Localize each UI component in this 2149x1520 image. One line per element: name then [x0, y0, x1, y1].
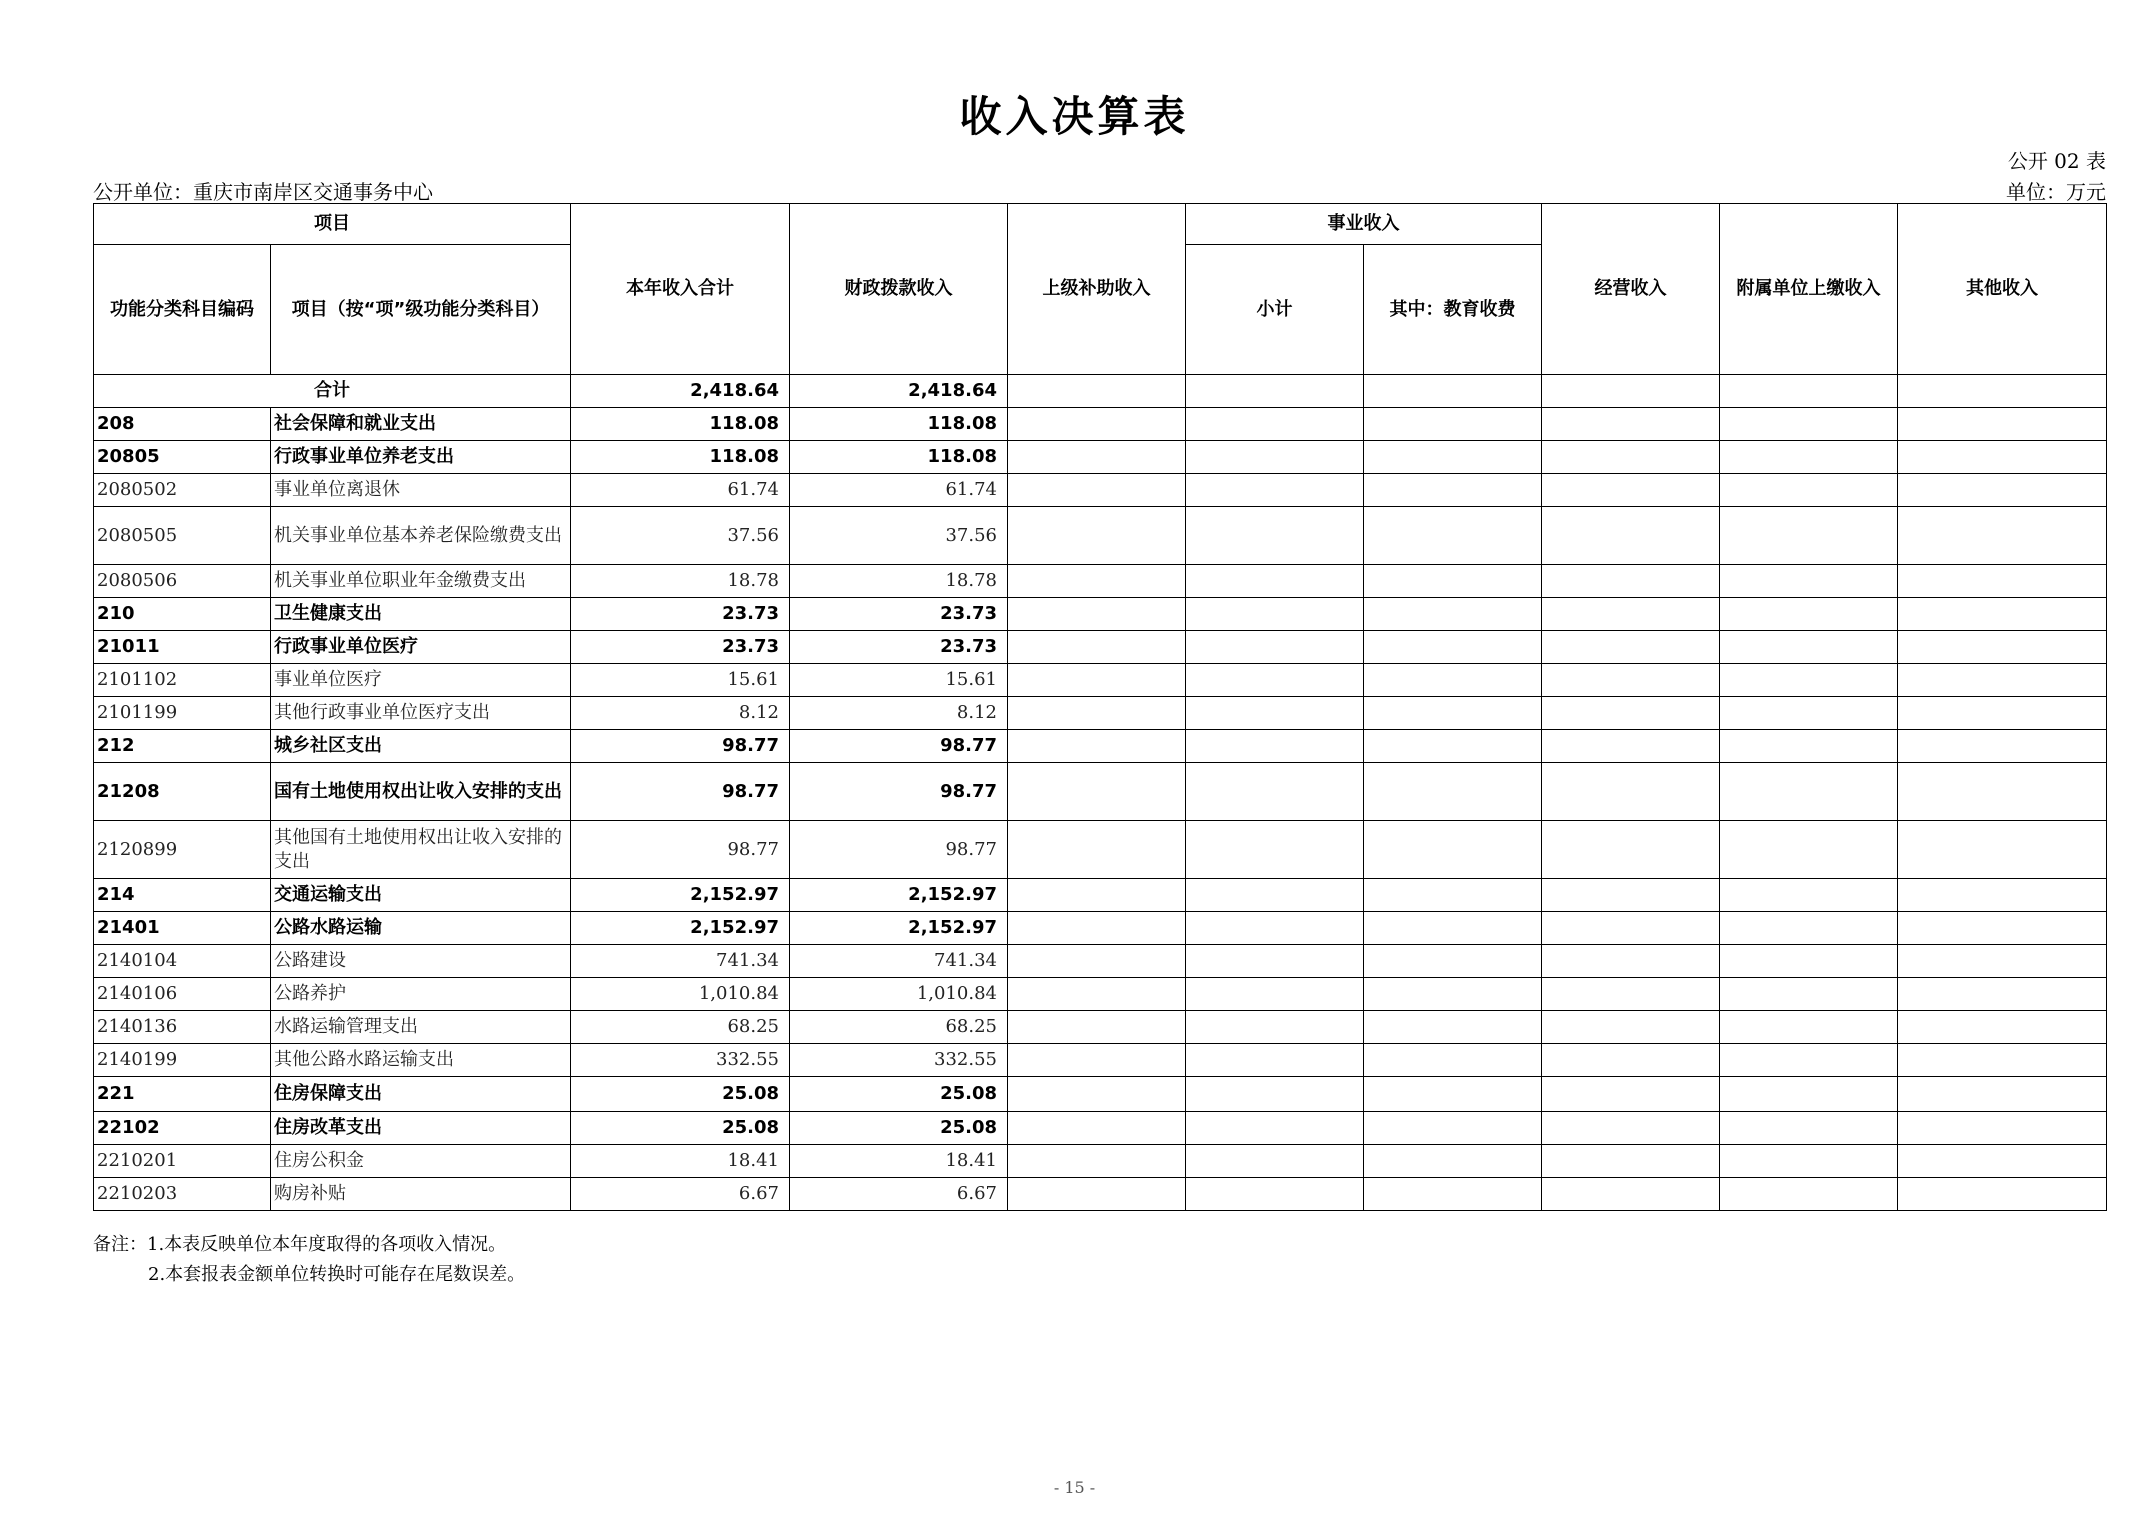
empty-cell	[1542, 1178, 1720, 1211]
row-fiscal: 332.55	[790, 1044, 1008, 1077]
row-name: 住房改革支出	[271, 1112, 571, 1145]
row-name: 交通运输支出	[271, 879, 571, 912]
empty-cell	[1542, 664, 1720, 697]
row-total: 118.08	[571, 408, 790, 441]
row-total: 8.12	[571, 697, 790, 730]
empty-cell	[1720, 441, 1898, 474]
empty-cell	[1008, 664, 1186, 697]
empty-cell	[1542, 697, 1720, 730]
table-row	[94, 763, 2107, 821]
empty-cell	[1720, 1112, 1898, 1145]
empty-cell	[1364, 1011, 1542, 1044]
row-fiscal: 25.08	[790, 1112, 1008, 1145]
row-fiscal: 98.77	[790, 730, 1008, 763]
empty-cell	[1898, 763, 2107, 821]
form-number: 公开 02 表	[2007, 149, 2106, 173]
row-code: 21011	[94, 631, 271, 664]
table-row	[94, 565, 2107, 598]
empty-cell	[1186, 697, 1364, 730]
empty-cell	[1720, 631, 1898, 664]
row-name: 水路运输管理支出	[271, 1011, 571, 1044]
empty-cell	[1542, 945, 1720, 978]
row-fiscal: 98.77	[790, 821, 1008, 879]
empty-cell	[1720, 408, 1898, 441]
table-row	[94, 631, 2107, 664]
table-row	[94, 821, 2107, 879]
empty-cell	[1898, 565, 2107, 598]
empty-cell	[1364, 730, 1542, 763]
row-name: 行政事业单位医疗	[271, 631, 571, 664]
row-name: 社会保障和就业支出	[271, 408, 571, 441]
empty-cell	[1008, 1178, 1186, 1211]
empty-cell	[1186, 1044, 1364, 1077]
row-total: 98.77	[571, 730, 790, 763]
row-fiscal: 18.41	[790, 1145, 1008, 1178]
header-other: 其他收入	[1898, 204, 2107, 375]
empty-cell	[1008, 474, 1186, 507]
total-label: 合计	[94, 375, 571, 408]
empty-cell	[1898, 697, 2107, 730]
empty-cell	[1898, 474, 2107, 507]
empty-cell	[1008, 697, 1186, 730]
table-row	[94, 912, 2107, 945]
table-row	[94, 1011, 2107, 1044]
header-operating: 经营收入	[1542, 204, 1720, 375]
header-subtotal: 小计	[1186, 245, 1364, 375]
empty-cell	[1720, 821, 1898, 879]
empty-cell	[1898, 879, 2107, 912]
empty-cell	[1720, 598, 1898, 631]
row-fiscal: 2,152.97	[790, 879, 1008, 912]
table-row	[94, 441, 2107, 474]
empty-cell	[1364, 408, 1542, 441]
empty-cell	[1008, 1112, 1186, 1145]
empty-cell	[1720, 697, 1898, 730]
empty-cell	[1542, 441, 1720, 474]
empty-cell	[1542, 1077, 1720, 1112]
empty-cell	[1720, 763, 1898, 821]
row-code: 2210201	[94, 1145, 271, 1178]
empty-cell	[1898, 1145, 2107, 1178]
empty-cell	[1364, 598, 1542, 631]
empty-cell	[1542, 408, 1720, 441]
row-fiscal: 8.12	[790, 697, 1008, 730]
empty-cell	[1186, 565, 1364, 598]
header-fiscal: 财政拨款收入	[790, 204, 1008, 375]
row-code: 2140106	[94, 978, 271, 1011]
empty-cell	[1186, 664, 1364, 697]
empty-cell	[1008, 1044, 1186, 1077]
empty-cell	[1542, 375, 1720, 408]
empty-cell	[1364, 507, 1542, 565]
row-name: 公路水路运输	[271, 912, 571, 945]
empty-cell	[1898, 507, 2107, 565]
empty-cell	[1364, 945, 1542, 978]
empty-cell	[1542, 879, 1720, 912]
row-total: 18.41	[571, 1145, 790, 1178]
table-body	[94, 375, 2107, 1211]
empty-cell	[1542, 1044, 1720, 1077]
empty-cell	[1364, 1044, 1542, 1077]
header-education: 其中：教育收费	[1364, 245, 1542, 375]
row-code: 214	[94, 879, 271, 912]
empty-cell	[1542, 598, 1720, 631]
empty-cell	[1186, 631, 1364, 664]
row-code: 221	[94, 1077, 271, 1112]
empty-cell	[1186, 598, 1364, 631]
empty-cell	[1898, 1178, 2107, 1211]
empty-cell	[1720, 879, 1898, 912]
empty-cell	[1008, 945, 1186, 978]
row-total: 98.77	[571, 821, 790, 879]
empty-cell	[1898, 730, 2107, 763]
empty-cell	[1186, 879, 1364, 912]
row-name: 其他公路水路运输支出	[271, 1044, 571, 1077]
empty-cell	[1186, 1112, 1364, 1145]
row-name: 城乡社区支出	[271, 730, 571, 763]
row-fiscal: 37.56	[790, 507, 1008, 565]
row-code: 2080505	[94, 507, 271, 565]
row-name: 事业单位医疗	[271, 664, 571, 697]
empty-cell	[1008, 441, 1186, 474]
row-name: 卫生健康支出	[271, 598, 571, 631]
empty-cell	[1898, 1077, 2107, 1112]
empty-cell	[1364, 978, 1542, 1011]
empty-cell	[1364, 441, 1542, 474]
empty-cell	[1186, 507, 1364, 565]
empty-cell	[1542, 474, 1720, 507]
table-row	[94, 978, 2107, 1011]
empty-cell	[1008, 408, 1186, 441]
table-header	[94, 204, 2107, 375]
empty-cell	[1008, 1077, 1186, 1112]
empty-cell	[1186, 474, 1364, 507]
empty-cell	[1186, 912, 1364, 945]
row-code: 20805	[94, 441, 271, 474]
empty-cell	[1008, 1145, 1186, 1178]
empty-cell	[1542, 1011, 1720, 1044]
table-row	[94, 598, 2107, 631]
empty-cell	[1008, 821, 1186, 879]
empty-cell	[1542, 1145, 1720, 1178]
row-name: 其他国有土地使用权出让收入安排的支出	[271, 821, 571, 879]
row-total: 61.74	[571, 474, 790, 507]
empty-cell	[1898, 978, 2107, 1011]
empty-cell	[1186, 408, 1364, 441]
row-name: 行政事业单位养老支出	[271, 441, 571, 474]
note-2: 2.本套报表金额单位转换时可能存在尾数误差。	[148, 1264, 526, 1285]
empty-cell	[1008, 507, 1186, 565]
header-code: 功能分类科目编码	[94, 245, 271, 375]
row-total: 332.55	[571, 1044, 790, 1077]
empty-cell	[1364, 912, 1542, 945]
empty-cell	[1008, 912, 1186, 945]
row-name: 住房公积金	[271, 1145, 571, 1178]
row-name: 购房补贴	[271, 1178, 571, 1211]
income-table	[93, 203, 2107, 1211]
row-fiscal: 98.77	[790, 763, 1008, 821]
row-code: 2120899	[94, 821, 271, 879]
empty-cell	[1186, 1178, 1364, 1211]
empty-cell	[1186, 1145, 1364, 1178]
empty-cell	[1542, 821, 1720, 879]
table-row	[94, 945, 2107, 978]
row-total: 118.08	[571, 441, 790, 474]
row-code: 208	[94, 408, 271, 441]
empty-cell	[1898, 821, 2107, 879]
row-code: 212	[94, 730, 271, 763]
row-total: 37.56	[571, 507, 790, 565]
header-name: 项目（按“项”级功能分类科目）	[271, 245, 571, 375]
empty-cell	[1542, 1112, 1720, 1145]
row-name: 其他行政事业单位医疗支出	[271, 697, 571, 730]
empty-cell	[1008, 565, 1186, 598]
empty-cell	[1364, 1178, 1542, 1211]
empty-cell	[1186, 730, 1364, 763]
empty-cell	[1364, 565, 1542, 598]
empty-cell	[1542, 507, 1720, 565]
table-row	[94, 1178, 2107, 1211]
empty-cell	[1008, 1011, 1186, 1044]
empty-cell	[1364, 697, 1542, 730]
empty-cell	[1186, 978, 1364, 1011]
row-code: 21208	[94, 763, 271, 821]
row-total: 23.73	[571, 598, 790, 631]
row-total: 18.78	[571, 565, 790, 598]
row-total: 741.34	[571, 945, 790, 978]
row-fiscal: 23.73	[790, 598, 1008, 631]
empty-cell	[1720, 978, 1898, 1011]
empty-cell	[1542, 763, 1720, 821]
empty-cell	[1364, 879, 1542, 912]
empty-cell	[1720, 730, 1898, 763]
empty-cell	[1186, 763, 1364, 821]
empty-cell	[1542, 978, 1720, 1011]
row-name: 机关事业单位基本养老保险缴费支出	[271, 507, 571, 565]
row-code: 22102	[94, 1112, 271, 1145]
empty-cell	[1542, 565, 1720, 598]
empty-cell	[1720, 912, 1898, 945]
row-code: 2101102	[94, 664, 271, 697]
row-name: 公路建设	[271, 945, 571, 978]
empty-cell	[1364, 821, 1542, 879]
empty-cell	[1720, 1178, 1898, 1211]
empty-cell	[1008, 763, 1186, 821]
header-project: 项目	[94, 204, 571, 245]
row-fiscal: 68.25	[790, 1011, 1008, 1044]
row-fiscal: 118.08	[790, 408, 1008, 441]
row-total: 6.67	[571, 1178, 790, 1211]
row-code: 2140136	[94, 1011, 271, 1044]
empty-cell	[1898, 375, 2107, 408]
empty-cell	[1364, 664, 1542, 697]
row-fiscal: 1,010.84	[790, 978, 1008, 1011]
table-row	[94, 507, 2107, 565]
row-code: 2101199	[94, 697, 271, 730]
empty-cell	[1186, 375, 1364, 408]
empty-cell	[1186, 1077, 1364, 1112]
header-total: 本年收入合计	[571, 204, 790, 375]
empty-cell	[1898, 631, 2107, 664]
table-row	[94, 1044, 2107, 1077]
empty-cell	[1720, 1145, 1898, 1178]
table-row	[94, 408, 2107, 441]
empty-cell	[1008, 598, 1186, 631]
header-superior: 上级补助收入	[1008, 204, 1186, 375]
row-total: 1,010.84	[571, 978, 790, 1011]
currency-unit: 单位：万元	[2006, 180, 2106, 204]
empty-cell	[1898, 441, 2107, 474]
row-name: 国有土地使用权出让收入安排的支出	[271, 763, 571, 821]
empty-cell	[1898, 408, 2107, 441]
row-total: 15.61	[571, 664, 790, 697]
empty-cell	[1898, 1044, 2107, 1077]
empty-cell	[1542, 912, 1720, 945]
row-fiscal: 6.67	[790, 1178, 1008, 1211]
row-total: 68.25	[571, 1011, 790, 1044]
empty-cell	[1720, 945, 1898, 978]
table-row	[94, 879, 2107, 912]
header-affiliated: 附属单位上缴收入	[1720, 204, 1898, 375]
empty-cell	[1542, 730, 1720, 763]
table-row	[94, 1145, 2107, 1178]
note-1: 备注：1.本表反映单位本年度取得的各项收入情况。	[93, 1234, 507, 1255]
empty-cell	[1898, 598, 2107, 631]
row-code: 2080502	[94, 474, 271, 507]
empty-cell	[1186, 945, 1364, 978]
row-fiscal: 15.61	[790, 664, 1008, 697]
empty-cell	[1364, 1077, 1542, 1112]
empty-cell	[1364, 763, 1542, 821]
row-total: 25.08	[571, 1112, 790, 1145]
header-business: 事业收入	[1186, 204, 1542, 245]
row-code: 2140199	[94, 1044, 271, 1077]
row-name: 事业单位离退休	[271, 474, 571, 507]
row-code: 2140104	[94, 945, 271, 978]
row-fiscal: 25.08	[790, 1077, 1008, 1112]
empty-cell	[1364, 1145, 1542, 1178]
empty-cell	[1720, 565, 1898, 598]
empty-cell	[1186, 821, 1364, 879]
table-row	[94, 664, 2107, 697]
row-total: 25.08	[571, 1077, 790, 1112]
row-fiscal: 741.34	[790, 945, 1008, 978]
row-total: 2,152.97	[571, 912, 790, 945]
empty-cell	[1008, 879, 1186, 912]
row-name: 公路养护	[271, 978, 571, 1011]
empty-cell	[1720, 375, 1898, 408]
table-row	[94, 1077, 2107, 1112]
empty-cell	[1008, 375, 1186, 408]
row-name: 住房保障支出	[271, 1077, 571, 1112]
table-row	[94, 474, 2107, 507]
empty-cell	[1898, 1112, 2107, 1145]
table-row	[94, 730, 2107, 763]
row-code: 2210203	[94, 1178, 271, 1211]
row-total: 2,152.97	[571, 879, 790, 912]
total-amount: 2,418.64	[571, 375, 790, 408]
empty-cell	[1898, 664, 2107, 697]
row-fiscal: 2,152.97	[790, 912, 1008, 945]
row-fiscal: 23.73	[790, 631, 1008, 664]
row-code: 2080506	[94, 565, 271, 598]
empty-cell	[1720, 664, 1898, 697]
row-total: 23.73	[571, 631, 790, 664]
empty-cell	[1542, 631, 1720, 664]
empty-cell	[1364, 631, 1542, 664]
page-number: - 15 -	[1053, 1478, 1096, 1497]
empty-cell	[1186, 1011, 1364, 1044]
row-name: 机关事业单位职业年金缴费支出	[271, 565, 571, 598]
empty-cell	[1720, 1011, 1898, 1044]
empty-cell	[1720, 1077, 1898, 1112]
row-fiscal: 61.74	[790, 474, 1008, 507]
empty-cell	[1720, 507, 1898, 565]
empty-cell	[1008, 631, 1186, 664]
empty-cell	[1720, 1044, 1898, 1077]
row-total: 98.77	[571, 763, 790, 821]
empty-cell	[1898, 912, 2107, 945]
empty-cell	[1364, 1112, 1542, 1145]
empty-cell	[1186, 441, 1364, 474]
empty-cell	[1364, 474, 1542, 507]
table-row	[94, 697, 2107, 730]
row-fiscal: 118.08	[790, 441, 1008, 474]
row-code: 210	[94, 598, 271, 631]
empty-cell	[1364, 375, 1542, 408]
empty-cell	[1720, 474, 1898, 507]
empty-cell	[1008, 978, 1186, 1011]
row-fiscal: 18.78	[790, 565, 1008, 598]
table-row	[94, 1112, 2107, 1145]
reporting-unit: 公开单位：重庆市南岸区交通事务中心	[93, 180, 433, 204]
row-code: 21401	[94, 912, 271, 945]
empty-cell	[1898, 1011, 2107, 1044]
empty-cell	[1008, 730, 1186, 763]
empty-cell	[1898, 945, 2107, 978]
page-title: 收入决算表	[959, 92, 1190, 141]
total-row	[94, 375, 2107, 408]
notes	[93, 1230, 525, 1290]
total-fiscal: 2,418.64	[790, 375, 1008, 408]
